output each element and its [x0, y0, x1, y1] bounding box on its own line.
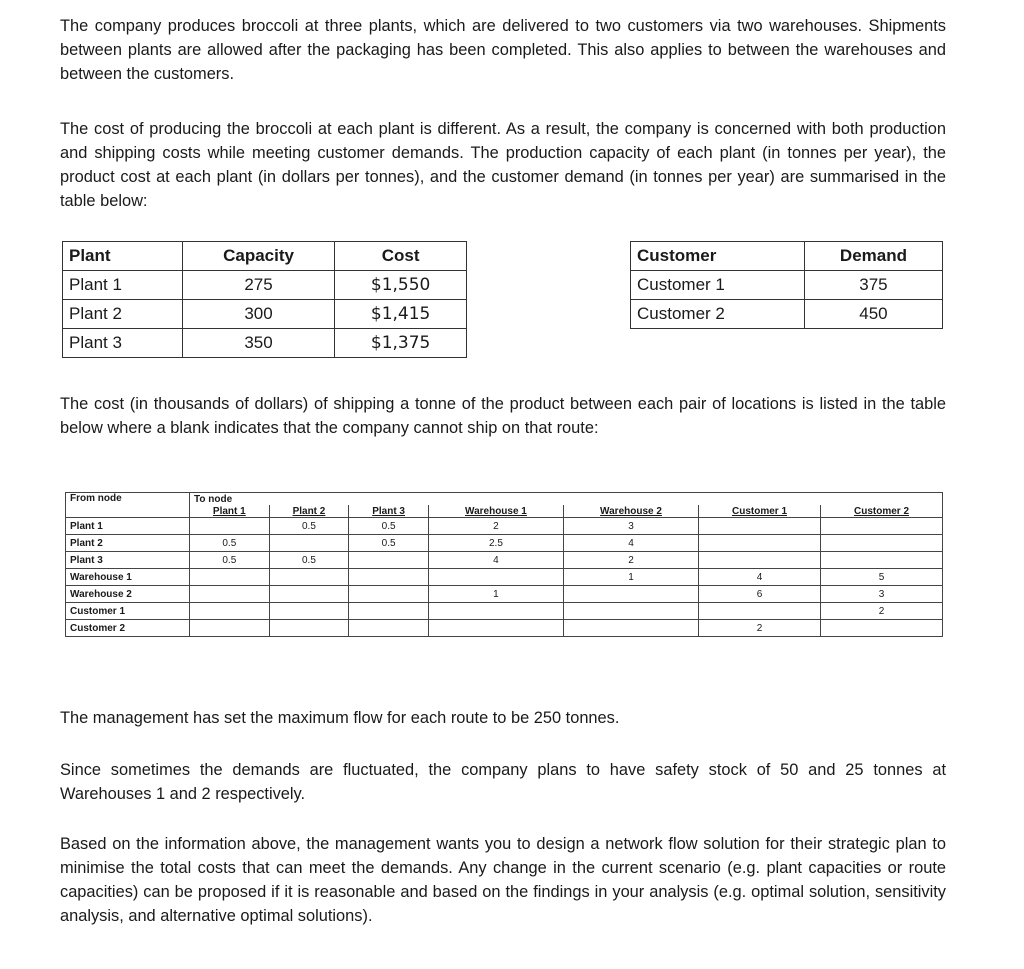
table-row	[66, 518, 943, 535]
plant-cost: $1,550	[335, 271, 467, 300]
cost-header: Cost	[335, 242, 467, 271]
cost-cell	[349, 569, 429, 586]
plant-cost: $1,375	[335, 329, 467, 358]
plant-table	[62, 241, 467, 358]
cost-cell	[699, 518, 821, 535]
cost-cell	[190, 518, 270, 535]
cost-cell: 2	[428, 518, 563, 535]
intro-paragraph-1: The company produces broccoli at three plants, which are delivered to two customers via two warehouses. Shipments between plants are allowed after the packaging has been completed. This also applies to between the warehouses and between the customers.	[60, 17, 946, 83]
column-header: Customer 1	[699, 505, 821, 518]
cost-cell	[820, 552, 942, 569]
column-header: Plant 2	[269, 505, 349, 518]
cost-cell: 3	[563, 518, 698, 535]
plant-header: Plant	[63, 242, 183, 271]
customer-name: Customer 2	[631, 300, 805, 329]
cost-cell	[269, 569, 349, 586]
plant-capacity: 350	[182, 329, 334, 358]
cost-cell: 1	[563, 569, 698, 586]
cost-cell	[699, 535, 821, 552]
cost-cell	[190, 603, 270, 620]
outro-paragraph-1: The management has set the maximum flow for each route to be 250 tonnes.	[60, 709, 620, 727]
cost-cell	[820, 518, 942, 535]
column-header: Warehouse 1	[428, 505, 563, 518]
cost-cell: 3	[820, 586, 942, 603]
cost-cell: 2	[820, 603, 942, 620]
shipping-intro: The cost (in thousands of dollars) of shipping a tonne of the product between each pair of locations is listed in the table below where a blank indicates that the company cannot ship on that route:	[60, 395, 946, 437]
table-row	[66, 620, 943, 637]
plant-cost: $1,415	[335, 300, 467, 329]
column-header: Customer 2	[820, 505, 942, 518]
plant-capacity: 275	[182, 271, 334, 300]
row-header: Warehouse 1	[66, 569, 190, 586]
cost-cell	[428, 569, 563, 586]
table-row	[63, 300, 467, 329]
table-row	[66, 535, 943, 552]
customer-table	[630, 241, 943, 329]
from-node-header: From node	[66, 493, 190, 518]
cost-cell: 2	[563, 552, 698, 569]
cost-cell	[699, 603, 821, 620]
cost-cell: 0.5	[190, 535, 270, 552]
table-row	[63, 329, 467, 358]
cost-cell	[820, 535, 942, 552]
cost-cell: 0.5	[190, 552, 270, 569]
table-row	[63, 271, 467, 300]
table-row	[66, 586, 943, 603]
cost-cell	[428, 620, 563, 637]
cost-cell	[269, 620, 349, 637]
plant-name: Plant 3	[63, 329, 183, 358]
cost-cell	[349, 586, 429, 603]
table-row	[631, 300, 943, 329]
cost-cell	[190, 620, 270, 637]
row-header: Plant 2	[66, 535, 190, 552]
plant-name: Plant 2	[63, 300, 183, 329]
table-row	[66, 603, 943, 620]
column-header: Warehouse 2	[563, 505, 698, 518]
outro-paragraph-3: Based on the information above, the management wants you to design a network flow solution for their strategic plan to minimise the total costs that can meet the demands. Any change in the current scenario (e.g. plant capacities or route capacities) can be proposed if it is reasonable and based on the findings in your analysis (e.g. optimal solution, sensitivity analysis, and alternative optimal solutions).	[60, 835, 946, 925]
table-row	[631, 271, 943, 300]
cost-cell	[269, 603, 349, 620]
cost-cell: 6	[699, 586, 821, 603]
cost-cell: 0.5	[349, 535, 429, 552]
cost-cell	[190, 569, 270, 586]
cost-cell	[699, 552, 821, 569]
table-row	[66, 569, 943, 586]
column-header: Plant 3	[349, 505, 429, 518]
to-node-header: To node	[190, 493, 943, 506]
intro-paragraph-2: The cost of producing the broccoli at each plant is different. As a result, the company is concerned with both production and shipping costs while meeting customer demands. The production capacity of each plant (in tonnes per year), the product cost at each plant (in dollars per tonnes), and the customer demand (in tonnes per year) are summarised in the table below:	[60, 120, 946, 210]
cost-cell	[349, 620, 429, 637]
cost-cell: 4	[563, 535, 698, 552]
customer-name: Customer 1	[631, 271, 805, 300]
cost-cell	[563, 620, 698, 637]
cost-cell: 0.5	[269, 552, 349, 569]
customer-demand: 375	[804, 271, 942, 300]
cost-cell	[563, 603, 698, 620]
plant-capacity: 300	[182, 300, 334, 329]
cost-cell: 4	[428, 552, 563, 569]
cost-cell: 5	[820, 569, 942, 586]
cost-cell: 0.5	[349, 518, 429, 535]
row-header: Customer 1	[66, 603, 190, 620]
row-header: Warehouse 2	[66, 586, 190, 603]
cost-cell: 4	[699, 569, 821, 586]
demand-header: Demand	[804, 242, 942, 271]
cost-cell	[269, 535, 349, 552]
column-header: Plant 1	[190, 505, 270, 518]
table-row	[66, 552, 943, 569]
cost-cell: 2.5	[428, 535, 563, 552]
customer-header: Customer	[631, 242, 805, 271]
cost-cell	[269, 586, 349, 603]
plant-name: Plant 1	[63, 271, 183, 300]
cost-cell: 2	[699, 620, 821, 637]
row-header: Customer 2	[66, 620, 190, 637]
cost-cell	[349, 552, 429, 569]
row-header: Plant 1	[66, 518, 190, 535]
row-header: Plant 3	[66, 552, 190, 569]
capacity-header: Capacity	[182, 242, 334, 271]
cost-cell	[349, 603, 429, 620]
outro-paragraph-2: Since sometimes the demands are fluctuated, the company plans to have safety stock of 50 and 25 tonnes at Warehouses 1 and 2 respectively.	[60, 761, 946, 803]
shipping-cost-table	[65, 492, 943, 637]
cost-cell	[563, 586, 698, 603]
customer-demand: 450	[804, 300, 942, 329]
cost-cell	[190, 586, 270, 603]
cost-cell	[428, 603, 563, 620]
cost-cell: 0.5	[269, 518, 349, 535]
cost-cell: 1	[428, 586, 563, 603]
cost-cell	[820, 620, 942, 637]
